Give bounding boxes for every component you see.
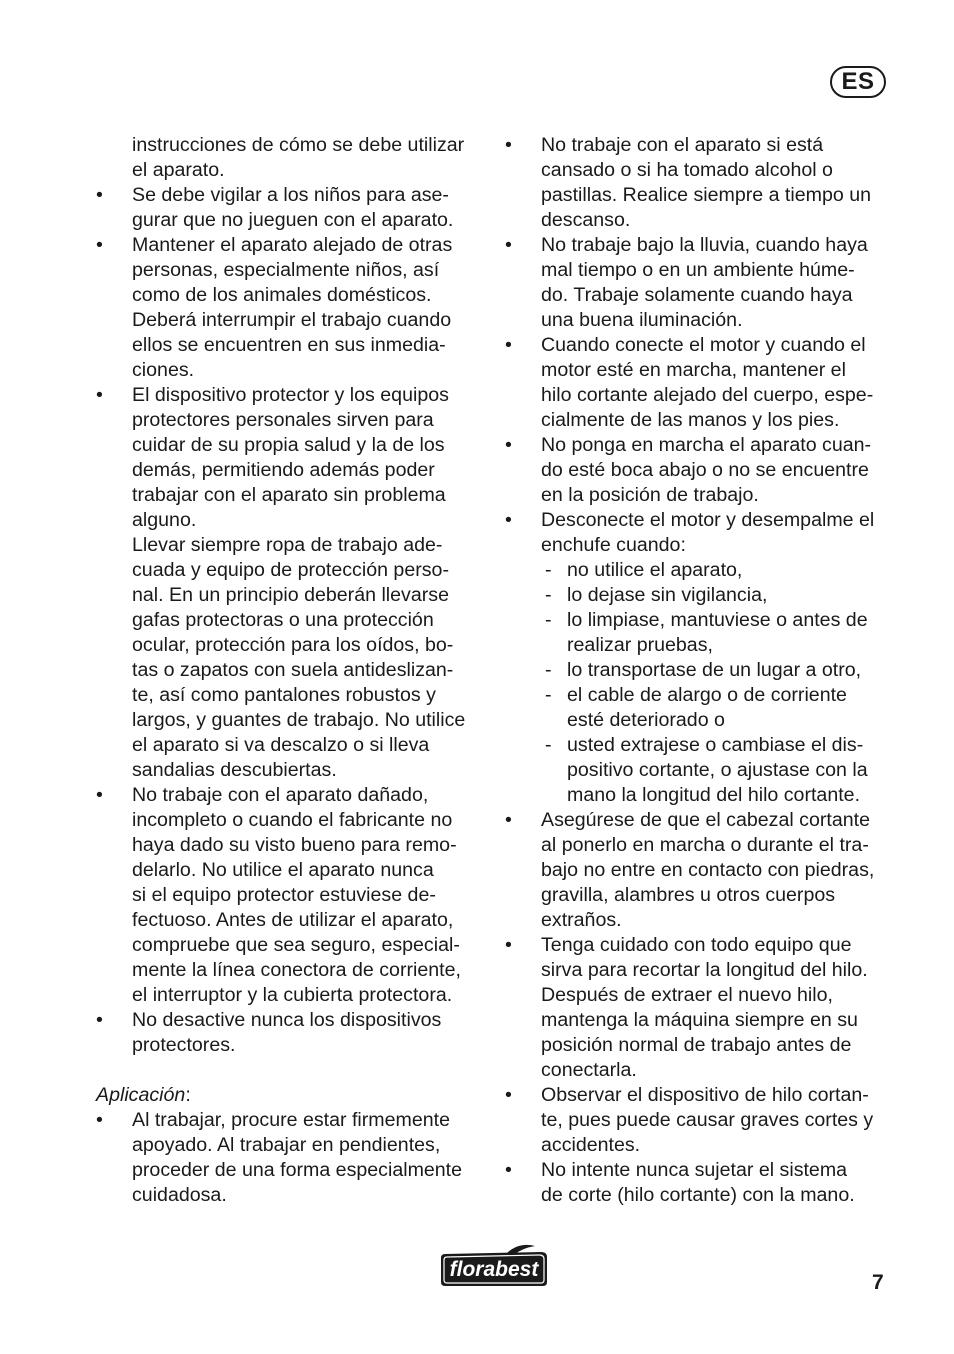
text-line: Observar el dispositivo de hilo cortan- <box>541 1084 869 1106</box>
text-line: positivo cortante, o ajustase con la <box>567 759 868 781</box>
text-line: posición normal de trabajo antes de <box>541 1034 852 1056</box>
text-line: nal. En un principio deberán llevarse <box>132 584 449 606</box>
text-line: incompleto o cuando el fabricante no <box>132 809 453 831</box>
bullet-marker: • <box>505 334 512 356</box>
bullet-marker: • <box>96 184 103 206</box>
text-line: enchufe cuando: <box>541 534 686 556</box>
text-line: cuidadosa. <box>132 1184 227 1206</box>
text-line: en la posición de trabajo. <box>541 484 759 506</box>
bullet-marker: • <box>505 509 512 531</box>
text-line: gravilla, alambres u otros cuerpos <box>541 884 836 906</box>
text-line: No trabaje con el aparato si está <box>541 134 824 156</box>
application-bullet-list <box>96 1108 486 1208</box>
text-line: personas, especialmente niños, así <box>132 259 440 281</box>
bullet-marker: • <box>96 784 103 806</box>
right-column <box>505 133 895 1208</box>
text-line: do. Trabaje solamente cuando haya <box>541 284 853 306</box>
right-bullet-list <box>505 133 895 558</box>
text-line: Deberá interrumpir el trabajo cuando <box>132 309 452 331</box>
text-line: Mantener el aparato alejado de otras <box>132 234 453 256</box>
text-line: usted extrajese o cambiase el dis- <box>567 734 864 756</box>
dash-marker: - <box>545 559 552 581</box>
text-line: ciones. <box>132 359 195 381</box>
florabest-logo <box>437 1244 551 1288</box>
text-line: te, así como pantalones robustos y <box>132 684 436 706</box>
text-line: realizar pruebas, <box>567 634 713 656</box>
text-line: sirva para recortar la longitud del hilo. <box>541 959 868 981</box>
text-line: lo dejase sin vigilancia, <box>567 584 768 606</box>
text-line: el aparato. <box>132 159 225 181</box>
text-line: accidentes. <box>541 1134 641 1156</box>
text-line: gurar que no jueguen con el aparato. <box>132 209 454 231</box>
language-badge: ES <box>830 66 886 98</box>
text-line: lo transportase de un lugar a otro, <box>567 659 862 681</box>
text-line: al ponerlo en marcha o durante el tra- <box>541 834 869 856</box>
bullet-marker: • <box>505 234 512 256</box>
text-line: do esté boca abajo o no se encuentre <box>541 459 869 481</box>
intro-continuation <box>96 133 486 183</box>
disconnect-conditions-list <box>505 558 895 808</box>
text-line: trabajar con el aparato sin problema <box>132 484 446 506</box>
text-line: tas o zapatos con suela antideslizan- <box>132 659 454 681</box>
text-line: bajo no entre en contacto con piedras, <box>541 859 875 881</box>
text-line: gafas protectoras o una protección <box>132 609 434 631</box>
text-line: mente la línea conectora de corriente, <box>132 959 461 981</box>
text-line: cansado o si ha tomado alcohol o <box>541 159 833 181</box>
section-heading: Aplicación: <box>96 1084 191 1106</box>
text-line: No ponga en marcha el aparato cuan- <box>541 434 872 456</box>
sub-list-item <box>505 558 895 583</box>
dash-marker: - <box>545 684 552 706</box>
bullet-item <box>505 933 895 1083</box>
bullet-item <box>96 233 486 383</box>
dash-marker: - <box>545 659 552 681</box>
page-number: 7 <box>872 1271 884 1294</box>
text-line: cuidar de su propia salud y la de los <box>132 434 445 456</box>
text-line: instrucciones de cómo se debe utilizar <box>132 134 465 156</box>
text-line: delarlo. No utilice el aparato nunca <box>132 859 434 881</box>
text-line: el interruptor y la cubierta protectora. <box>132 984 453 1006</box>
bullet-item <box>505 233 895 333</box>
text-line: Desconecte el motor y desempalme el <box>541 509 875 531</box>
text-line: una buena iluminación. <box>541 309 743 331</box>
bullet-item <box>505 1158 895 1208</box>
text-line: descanso. <box>541 209 631 231</box>
dash-marker: - <box>545 609 552 631</box>
text-line: proceder de una forma especialmente <box>132 1159 463 1181</box>
sub-list-item <box>505 658 895 683</box>
text-line: ocular, protección para los oídos, bo- <box>132 634 454 656</box>
text-line: El dispositivo protector y los equipos <box>132 384 449 406</box>
sub-list-item <box>505 583 895 608</box>
text-line: extraños. <box>541 909 622 931</box>
text-line: apoyado. Al trabajar en pendientes, <box>132 1134 441 1156</box>
text-line: Al trabajar, procure estar firmemente <box>132 1109 450 1131</box>
bullet-marker: • <box>505 809 512 831</box>
text-line: mantenga la máquina siempre en su <box>541 1009 858 1031</box>
text-line: Se debe vigilar a los niños para ase- <box>132 184 449 206</box>
bullet-item <box>505 133 895 233</box>
text-line: alguno. <box>132 509 197 531</box>
text-line: te, pues puede causar graves cortes y <box>541 1109 874 1131</box>
sub-list-item <box>505 608 895 658</box>
text-line: No trabaje bajo la lluvia, cuando haya <box>541 234 868 256</box>
left-bullet-list <box>96 183 486 1058</box>
text-line: Cuando conecte el motor y cuando el <box>541 334 866 356</box>
text-line: Tenga cuidado con todo equipo que <box>541 934 852 956</box>
bullet-marker: • <box>505 1084 512 1106</box>
bullet-marker: • <box>505 434 512 456</box>
text-line: motor esté en marcha, mantener el <box>541 359 846 381</box>
bullet-marker: • <box>96 1109 103 1131</box>
bullet-marker: • <box>96 1009 103 1031</box>
text-line: mal tiempo o en un ambiente húme- <box>541 259 855 281</box>
text-line: haya dado su visto bueno para remo- <box>132 834 457 856</box>
bullet-item <box>96 783 486 1008</box>
text-line: compruebe que sea seguro, especial- <box>132 934 460 956</box>
text-line: mano la longitud del hilo cortante. <box>567 784 861 806</box>
text-line: el cable de alargo o de corriente <box>567 684 847 706</box>
text-line: largos, y guantes de trabajo. No utilice <box>132 709 466 731</box>
text-line: No intente nunca sujetar el sistema <box>541 1159 848 1181</box>
text-line: si el equipo protector estuviese de- <box>132 884 436 906</box>
bullet-item <box>505 508 895 558</box>
sub-list-item <box>505 733 895 808</box>
dash-marker: - <box>545 584 552 606</box>
text-line: protectores personales sirven para <box>132 409 434 431</box>
text-line: Después de extraer el nuevo hilo, <box>541 984 833 1006</box>
text-line: sandalias descubiertas. <box>132 759 337 781</box>
bullet-item <box>505 333 895 433</box>
dash-marker: - <box>545 734 552 756</box>
text-line: el aparato si va descalzo o si lleva <box>132 734 430 756</box>
text-line: no utilice el aparato, <box>567 559 743 581</box>
text-line: Asegúrese de que el cabezal cortante <box>541 809 870 831</box>
bullet-marker: • <box>96 384 103 406</box>
text-line: pastillas. Realice siempre a tiempo un <box>541 184 871 206</box>
text-line: de corte (hilo cortante) con la mano. <box>541 1184 855 1206</box>
text-line: esté deteriorado o <box>567 709 725 731</box>
bullet-item <box>505 1083 895 1158</box>
bullet-marker: • <box>505 134 512 156</box>
text-line: protectores. <box>132 1034 236 1056</box>
bullet-marker: • <box>505 934 512 956</box>
text-line: lo limpiase, mantuviese o antes de <box>567 609 868 631</box>
svg-text:florabest: florabest <box>449 1258 539 1281</box>
text-line: fectuoso. Antes de utilizar el aparato, <box>132 909 454 931</box>
right-bullet-list-continued <box>505 808 895 1208</box>
bullet-item <box>505 433 895 508</box>
bullet-item <box>505 808 895 933</box>
text-line: No trabaje con el aparato dañado, <box>132 784 429 806</box>
bullet-marker: • <box>505 1159 512 1181</box>
bullet-item <box>96 1008 486 1058</box>
bullet-item <box>96 183 486 233</box>
text-line: ellos se encuentren en sus inmedia- <box>132 334 446 356</box>
text-line: conectarla. <box>541 1059 637 1081</box>
text-line: hilo cortante alejado del cuerpo, espe- <box>541 384 874 406</box>
text-line: No desactive nunca los dispositivos <box>132 1009 442 1031</box>
sub-list-item <box>505 683 895 733</box>
text-line: como de los animales domésticos. <box>132 284 432 306</box>
bullet-item <box>96 383 486 783</box>
left-column <box>96 133 486 1208</box>
bullet-marker: • <box>96 234 103 256</box>
text-line: cialmente de las manos y los pies. <box>541 409 840 431</box>
text-line: Llevar siempre ropa de trabajo ade- <box>132 534 443 556</box>
bullet-item <box>96 1108 486 1208</box>
text-line: cuada y equipo de protección perso- <box>132 559 449 581</box>
text-line: demás, permitiendo además poder <box>132 459 435 481</box>
